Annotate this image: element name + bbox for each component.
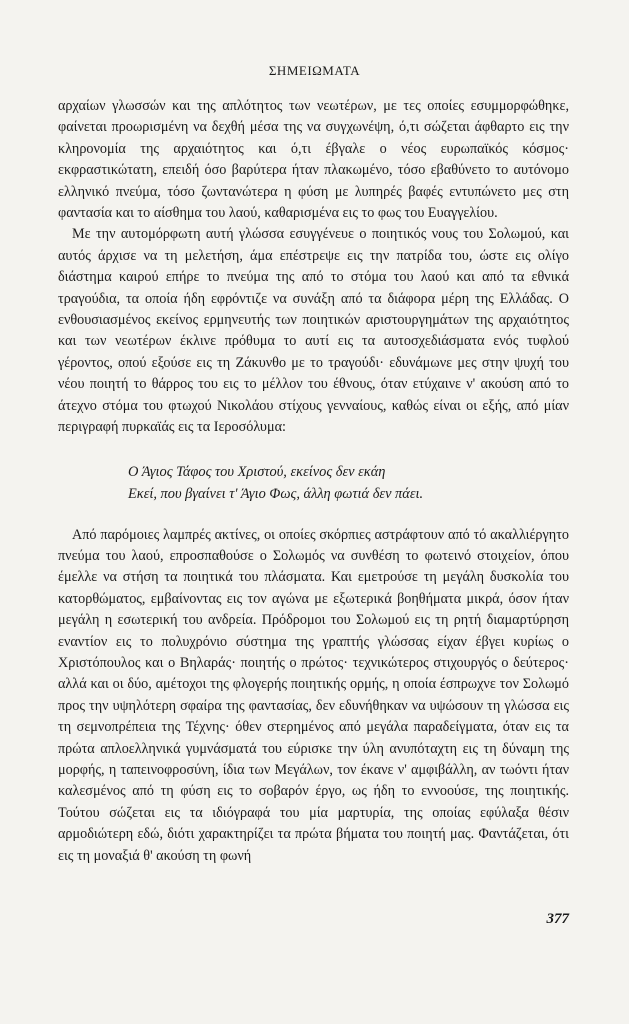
running-title: ΣΗΜΕΙΩΜΑΤΑ [268, 63, 361, 78]
paragraph-predecessors: Από παρόμοιες λαμπρές ακτίνες, οι οποίες σκόρπιες αστράφτουν από τό ακαλλιέργητο πνεύμα του λαού, επροσπαθούσε ο Σολωμός να συνθέση το φωτεινό στοιχείον, όπου έμελλε να στήση τα ποιητικά του πλάσματα. Και εμετρούσε τη μεγάλη δυσκολία του κατορθώματος, εμβαίνοντας εις τον αγώνα με εξωτερικά βοηθήματα μικρά, όσον ήταν μεγάλη η εσωτερική του ανδρεία. Πρόδρομοι του Σολωμού εις τη ρητή διαμαρτύρηση εναντίον εις το πολυχρόνιο σύστημα της γραπτής γλώσσας είχαν έβγει κυρίως ο Χριστόπουλος και ο Βηλαράς· ποιητής ο πρώτος· τεχνικώτερος στιχουργός ο δεύτερος· αλλά και οι δύο, αμέτοχοι της φλογερής ποιητικής ορμής, η οποία έσπρωχνε τον Σολωμό προς την υψηλότερη σφαίρα της φαντασίας, δεν εδυνήθηκαν να υψώσουν τη γλώσσα εις τη σεμνοπρέπεια της Τέχνης· όθεν στερημένος από μεγάλα παραδείγματα, όταν εις τα πρώτα απλοελληνικά γυμνάσματά του εύρισκε την ύλη ανυπόταχτη εις τη δύναμη της μορφής, η ταπεινοφροσύνη, ίδια των Μεγάλων, τον έκανε ν' αμφιβάλλη, αν τωόντι ήταν καλεσμένος από τη φύση εις το σοβαρόν έργο, ως ήδη το εννοούσε, της ποιητικής. Τούτου σώζεται εις τα ιδιόγραφά του μία μαρτυρία, της οποίας εφύλαξα θέσιν αρμοδιώτερη εδώ, διότι χαρακτηρίζει τα πρώτα βήματα του ποιητή μας. Φαντάζεται, ότι εις τη μοναξιά θ' ακούση τη φωνή [58, 526, 569, 864]
verse-line-2: Εκεί, που βγαίνει τ' Άγιο Φως, άλλη φωτιά δεν πάει. [128, 485, 424, 502]
page-number: 377 [546, 911, 569, 927]
body-text [58, 96, 569, 867]
verse-line-1: Ο Άγιος Τάφος του Χριστού, εκείνος δεν εκάη [128, 463, 386, 480]
paragraph-continuation: αρχαίων γλωσσών και της απλότητος των νεωτέρων, με τες οποίες εσυμμορφώθηκε, φαίνεται προωρισμένη να δεχθή μέσα της να συγχωνέψη, ό,τι σώζεται άφθαρτο εις την κληρονομία της αρχαιότητος και ό,τι έβγαλε ο νέος ευρωπαϊκός κόσμος· εκφραστικώτατη, επειδή όσο βαρύτερα ήταν πλακωμένο, τόσο εβαθύνετο το αυτόνομο ελληνικό πνεύμα, τόσο ζωντανώτερα η φύση με λυπηρές βαφές εντυπώνετο μες στη φαντασία και το αίσθημα του λαού, καθαρισμένα εις το φως του Ευαγγελίου. [58, 98, 569, 222]
verse-quote [58, 461, 569, 505]
paragraph-solomos-language: Με την αυτομόρφωτη αυτή γλώσσα εσυγγένευε ο ποιητικός νους του Σολωμού, και αυτός άρχισε να τη μελετήση, άμα επέστρεψε εις την πατρίδα του, ώστε εις ολίγο διάστημα καιρού επήρε το πνεύμα της από το στόμα του λαού και από τα εθνικά τραγούδια, τα οποία ήδη εφρόντιζε να συνάξη από τα διάφορα μέρη της Ελλάδας. Ο ενθουσιασμένος εκείνος ερμηνευτής των ποιητικών αριστουργημάτων της αρχαιότητος και των νεωτέρων έκλινε πρόθυμα το αυτί εις τα αυτοσχεδιάσματα ενός τυφλού γέροντος, οπού εξούσε εις τη Ζάκυνθο με το τραγούδι· εδυνάμωνε μες στην ψυχή του νέου ποιητή το θάρρος του εις το μέλλον του έθνους, όταν ετύχαινε ν' ακούση από το άτεχνο στόμα του φτωχού Νικολάου στίχους γενναίους, καθώς είναι οι εξής, από μίαν περιγραφή πυρκαϊάς εις τα Ιεροσόλυμα: [58, 226, 569, 436]
